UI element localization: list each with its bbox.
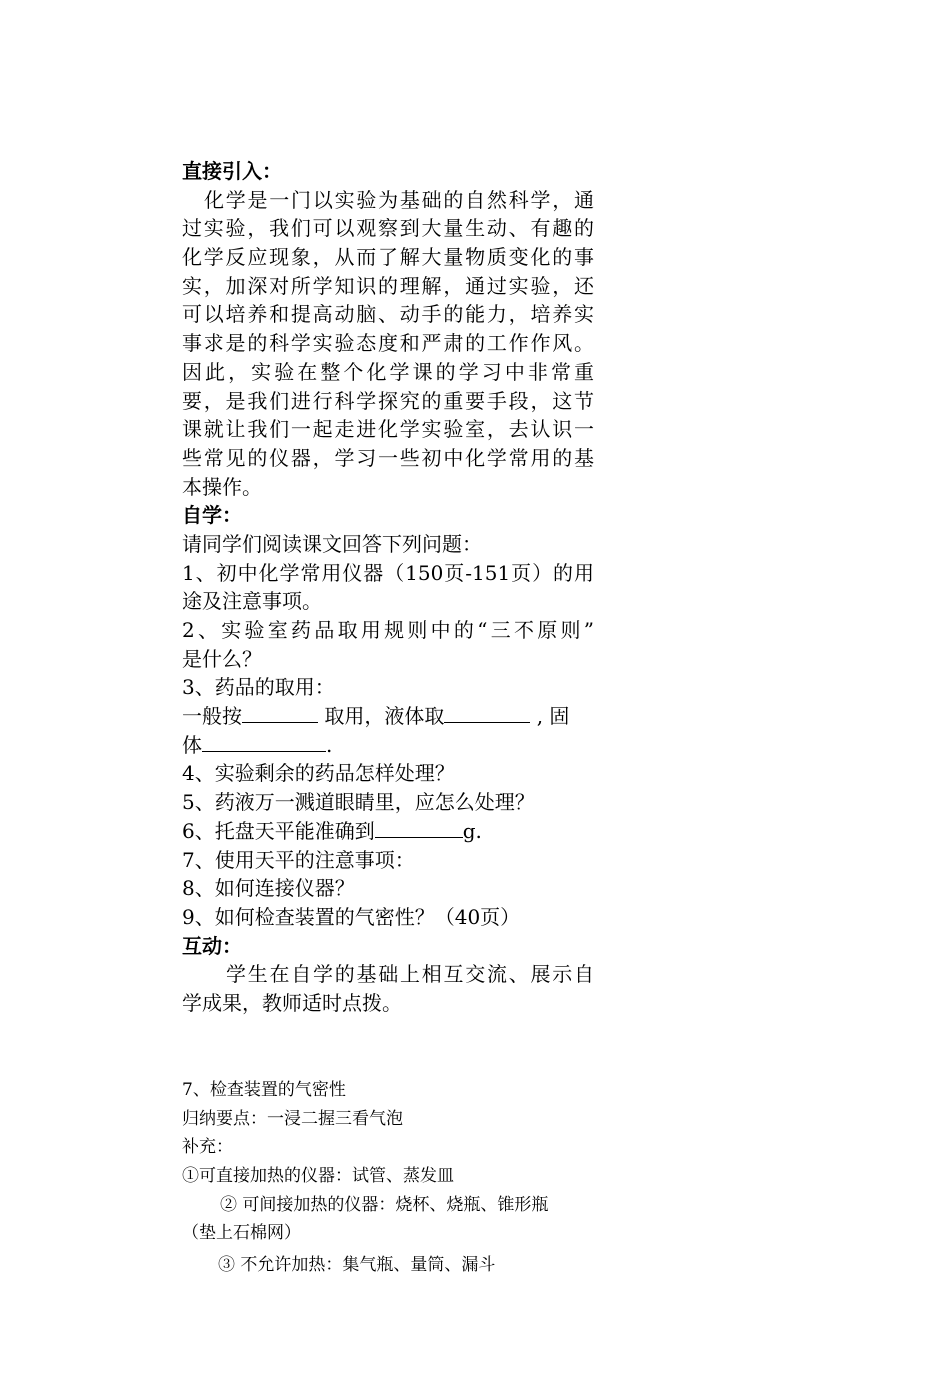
intro-paragraph-line: 事求是的科学实验态度和严肃的工作作风。 bbox=[182, 331, 594, 356]
question-8: 8、如何连接仪器？ bbox=[182, 876, 355, 901]
fill-text: 一般按 bbox=[182, 704, 242, 729]
notes-item: ①可直接加热的仪器：试管、蒸发皿 bbox=[182, 1166, 454, 1187]
interaction-paragraph-line: 学生在自学的基础上相互交流、展示自 bbox=[226, 962, 594, 987]
interaction-heading: 互动： bbox=[182, 933, 242, 958]
fill-text: 取用，液体取 bbox=[318, 704, 445, 729]
interaction-paragraph-line: 学成果，教师适时点拨。 bbox=[182, 990, 402, 1015]
intro-paragraph-line: 过实验，我们可以观察到大量生动、有趣的 bbox=[182, 216, 594, 241]
question-1-line: 途及注意事项。 bbox=[182, 589, 322, 614]
intro-paragraph-line: 实，加深对所学知识的理解，通过实验，还 bbox=[182, 273, 594, 298]
intro-paragraph-line: 课就让我们一起走进化学实验室，去认识一 bbox=[182, 417, 594, 442]
notes-item-continuation: （垫上石棉网） bbox=[182, 1223, 301, 1244]
question-7: 7、使用天平的注意事项： bbox=[182, 847, 415, 872]
notes-item: ② 可间接加热的仪器：烧杯、烧瓶、锥形瓶 bbox=[220, 1194, 549, 1215]
main-column bbox=[182, 157, 594, 1018]
intro-paragraph-line: 化学反应现象，从而了解大量物质变化的事 bbox=[182, 245, 594, 270]
answer-blank[interactable] bbox=[375, 818, 463, 838]
answer-blank[interactable] bbox=[444, 703, 530, 723]
question-6 bbox=[182, 817, 594, 846]
intro-paragraph-line: 本操作。 bbox=[182, 474, 262, 499]
question-5: 5、药液万一溅道眼睛里，应怎么处理？ bbox=[182, 790, 535, 815]
question-3: 3、药品的取用： bbox=[182, 675, 335, 700]
fill-text: 体 bbox=[182, 732, 202, 757]
answer-blank[interactable] bbox=[242, 703, 318, 723]
intro-paragraph-line: 因此，实验在整个化学课的学习中非常重 bbox=[182, 359, 594, 384]
question-3-fill-line bbox=[182, 731, 594, 760]
notes-title: 7、检查装置的气密性 bbox=[182, 1080, 346, 1100]
self-study-heading: 自学： bbox=[182, 503, 242, 528]
fill-text: 6、托盘天平能准确到 bbox=[182, 818, 375, 843]
question-1-line: 1、初中化学常用仪器（150页-151页）的用 bbox=[182, 560, 594, 585]
question-2-line: 是什么？ bbox=[182, 646, 262, 671]
notes-summary: 归纳要点：一浸二握三看气泡 bbox=[182, 1108, 403, 1129]
intro-paragraph-line: 要，是我们进行科学探究的重要手段，这节 bbox=[182, 388, 594, 413]
question-2-line: 2、实验室药品取用规则中的“三不原则” bbox=[182, 618, 594, 642]
intro-paragraph-line: 化学是一门以实验为基础的自然科学，通 bbox=[204, 187, 594, 212]
intro-heading: 直接引入： bbox=[182, 159, 282, 183]
self-study-prompt: 请同学们阅读课文回答下列问题： bbox=[182, 531, 482, 556]
question-9: 9、如何检查装置的气密性？（40页） bbox=[182, 904, 521, 929]
intro-paragraph-line: 可以培养和提高动脑、动手的能力，培养实 bbox=[182, 302, 594, 327]
answer-blank[interactable] bbox=[202, 732, 326, 752]
clipped-notes-item bbox=[182, 1250, 594, 1275]
fill-text: . bbox=[326, 732, 333, 757]
fill-text: g. bbox=[462, 818, 482, 843]
notes-section bbox=[182, 1076, 594, 1248]
question-4: 4、实验剩余的药品怎样处理？ bbox=[182, 761, 455, 786]
clipped-text: ③ 不允许加热：集气瓶、量筒、漏斗 bbox=[218, 1255, 496, 1275]
question-3-fill-line bbox=[182, 702, 594, 731]
fill-text: , 固 bbox=[530, 704, 570, 729]
notes-supplement: 补充： bbox=[182, 1137, 233, 1158]
intro-paragraph-line: 些常见的仪器，学习一些初中化学常用的基 bbox=[182, 445, 594, 470]
